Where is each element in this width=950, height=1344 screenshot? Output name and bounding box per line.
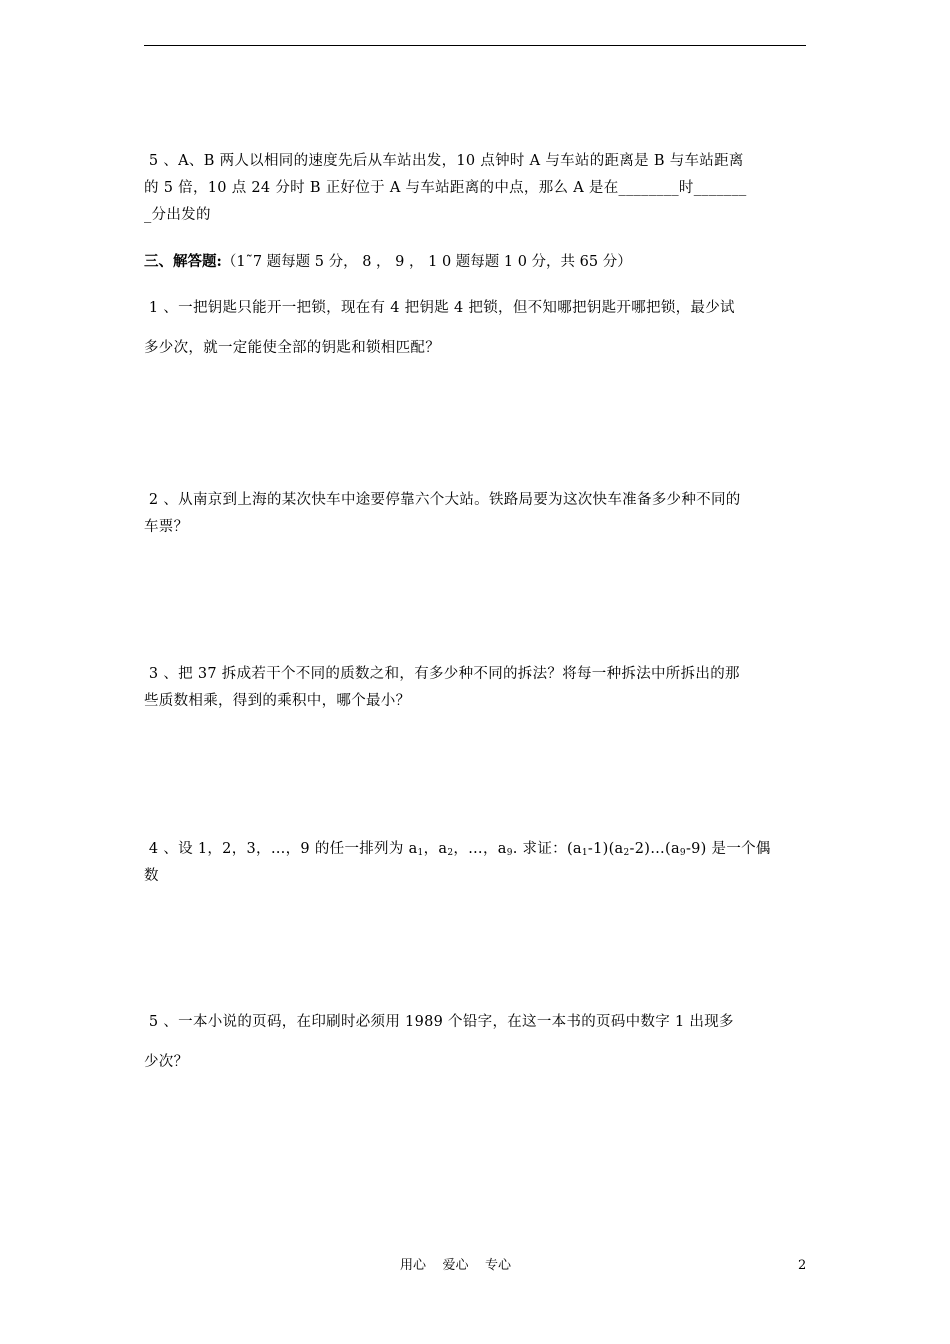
question-2-line-2: 车票？ [144,519,189,535]
question-1 [144,288,808,368]
question-4-line-1 [144,836,808,863]
header-rule [144,45,806,46]
q4-mid-3: . 求证：(a [512,841,582,857]
q4-sub-p9: 9 [679,848,686,858]
section-heading [144,248,632,276]
section-scoring-note: （1˜7 题每题 5 分， 8 ， 9 ， 1 0 题每题 1 0 分，共 65 分） [221,254,632,270]
question-2 [144,487,808,541]
fill-question-5 [144,148,808,229]
question-4-line-2: 数 [144,868,159,884]
q4-sub-p1: 1 [581,848,588,858]
q4-sub-a2: 2 [447,848,454,858]
q4-mid-5: -2)…(a [629,841,680,857]
q4-mid-4: -1)(a [587,841,624,857]
q4-sub-a9: 9 [506,848,513,858]
fill-question-5-line-3: _分出发的 [144,207,211,223]
question-4 [144,836,808,890]
question-2-line-1: 2 、从南京到上海的某次快车中途要停靠六个大站。铁路局要为这次快车准备多少种不同的 [144,492,741,508]
question-3-line-2: 些质数相乘，得到的乘积中，哪个最小？ [144,693,411,709]
q4-sub-a1: 1 [417,848,424,858]
q4-prefix: 4 、设 1，2，3，…，9 的任一排列为 a [144,841,418,857]
question-1-line-1: 1 、一把钥匙只能开一把锁，现在有 4 把钥匙 4 把锁，但不知哪把钥匙开哪把锁，最少试 [144,300,735,316]
question-3 [144,661,808,715]
fill-question-5-line-2: 的 5 倍，10 点 24 分时 B 正好位于 A 与车站距离的中点，那么 A 是在________时_______ [144,180,747,196]
question-5 [144,1002,808,1082]
footer-motto: 用心 爱心 专心 [400,1258,512,1273]
q4-mid-2: ，…，a [453,841,507,857]
question-3-line-1: 3 、把 37 拆成若干个不同的质数之和，有多少种不同的拆法？将每一种拆法中所拆出的那 [144,666,740,682]
question-1-line-2: 多少次，就一定能使全部的钥匙和锁相匹配？ [144,340,440,356]
question-5-line-1: 5 、一本小说的页码，在印刷时必须用 1989 个铅字，在这一本书的页码中数字 1 出现多 [144,1014,734,1030]
page-number: 2 [798,1258,807,1273]
q4-mid-1: ，a [423,841,448,857]
q4-sub-p2: 2 [623,848,630,858]
fill-question-5-line-1: 5 、A、B 两人以相同的速度先后从车站出发，10 点钟时 A 与车站的距离是 B 与车站距离 [144,153,744,169]
question-5-line-2: 少次？ [144,1054,189,1070]
section-title: 三、解答题: [144,253,222,270]
q4-suffix: -9) 是一个偶 [685,841,771,857]
